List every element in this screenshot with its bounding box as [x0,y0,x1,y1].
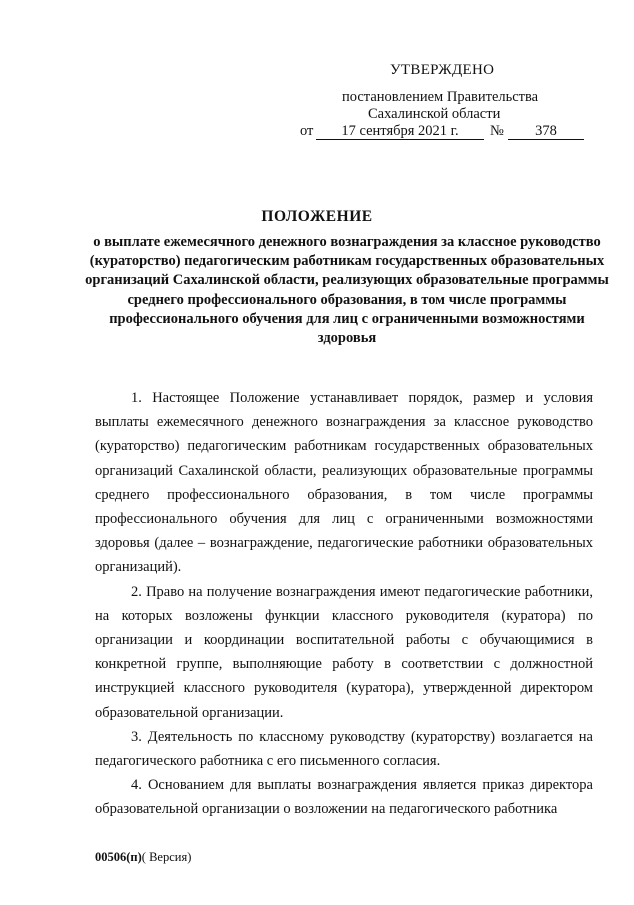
paragraph-4: 4. Основанием для выплаты вознаграждения является приказ директора образовательной организации о возложении на педагогического работника [95,777,593,818]
resolution-number: 378 [508,123,584,140]
resolution-line-1: постановлением Правительства [342,89,539,105]
document-subtitle: о выплате ежемесячного денежного вознаграждения за классное руководство (кураторство) педагогическим работникам государственных образовательных организаций Сахалинской области, реализующих образовательные программы среднего профессионального образования, в том числе программы профессионального обучения для лиц с ограниченными возможностями здоровья [85,234,609,347]
paragraph-3: 3. Деятельность по классному руководству (кураторству) возлагается на педагогического работника с его письменного согласия. [95,728,593,770]
resolution-reference [300,89,590,141]
document-footer [95,850,191,865]
document-version: ( Версия) [141,850,192,864]
resolution-date-number [300,123,590,141]
from-label: от [300,123,314,139]
document-code: 00506(п) [95,850,142,864]
resolution-date: 17 сентября 2021 г. [316,123,484,140]
paragraph-1: 1. Настоящее Положение устанавливает порядок, размер и условия выплаты ежемесячного денежного вознаграждения за классное руководство (кураторство) педагогическим работникам государственных образовательных организаций Сахалинской области, реализующих образовательные программы среднего профессионального образования, в том числе программы профессионального обучения для лиц с ограниченными возможностями здоровья (далее – вознаграждение, педагогические работники образовательных организаций). [95,390,593,576]
number-label: № [490,123,504,139]
resolution-line-2: Сахалинской области [368,106,501,122]
document-title: ПОЛОЖЕНИЕ [261,208,373,225]
approval-stamp: УТВЕРЖДЕНО [390,62,495,78]
paragraph-2: 2. Право на получение вознаграждения имеют педагогические работники, на которых возложены функции классного руководителя (куратора) по организации и координации воспитательной работы с обучающимися в конкретной группе, выполняющие работу в соответствии с должностной инструкцией классного руководителя (куратора), утвержденной директором образовательной организации. [95,583,593,721]
document-body [95,386,593,822]
